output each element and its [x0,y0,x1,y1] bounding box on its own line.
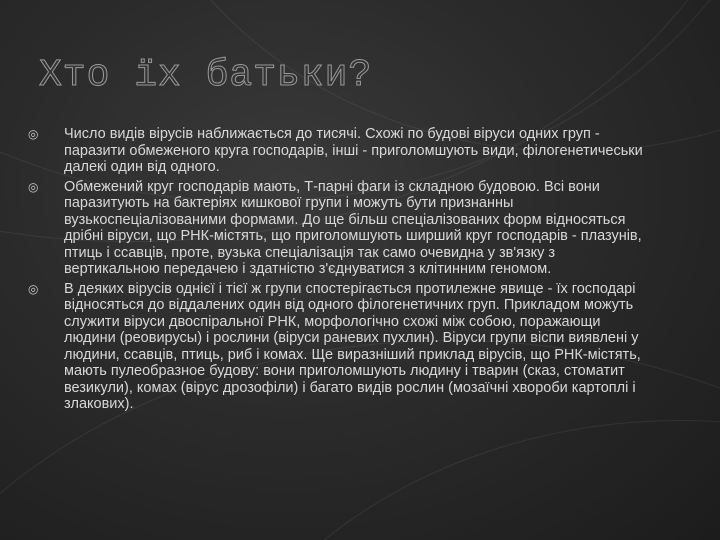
bullet-text: В деяких вірусів однієї і тієї ж групи спостерігається протилежне явище - їх господарі відносяться до віддалених один від одного філогенетичних груп. Прикладом можуть служити віруси двоспіральної РНК, морфологічно схожі між собою, поражающи людини (реовирусы) і рослини (віруси раневих пухлин). Віруси групи віспи виявлені у людини, ссавців, птиць, риб і комах. Ще виразніший приклад вірусів, що РНК-містять, мають пулеобразное будову: вони приголомшують людину і тварин (сказ, стоматит везикули), комах (вірус дрозофіли) і багато видів рослин (мозаїчні хвороби картоплі і злакових). [64,280,641,412]
slide-title: Хто їх батьки? [39,54,373,97]
circle-bullet-icon: ◎ [28,179,39,194]
bullet-item [28,126,648,176]
bullet-item [28,281,648,413]
bullet-list [28,126,648,416]
circle-bullet-icon: ◎ [28,281,39,296]
bullet-item [28,179,648,278]
circle-bullet-icon: ◎ [28,127,39,141]
decorative-arc [180,420,720,540]
bullet-text: Обмежений круг господарів мають, Т-парні фаги із складною будовою. Всі вони паразитують на бактеріях кишкової групи і можуть бути признанны вузькоспеціалізованими формами. До ще більш спеціалізованих форм відносяться дрібні віруси, що РНК-містять, що приголомшують ширший круг господарів - плазунів, птиць і ссавців, проте, вузька спеціалізація так само очевидна у зв'язку з вертикальною передачею і здатністю з'єднуватися з клітинним геномом. [64,178,642,277]
bullet-text: Число видів вірусів наближається до тисячі. Схожі по будові віруси одних груп - паразити обмеженого круга господарів, інші - приголомшують види, філогенетичеськи далекі один від одного. [64,126,643,175]
